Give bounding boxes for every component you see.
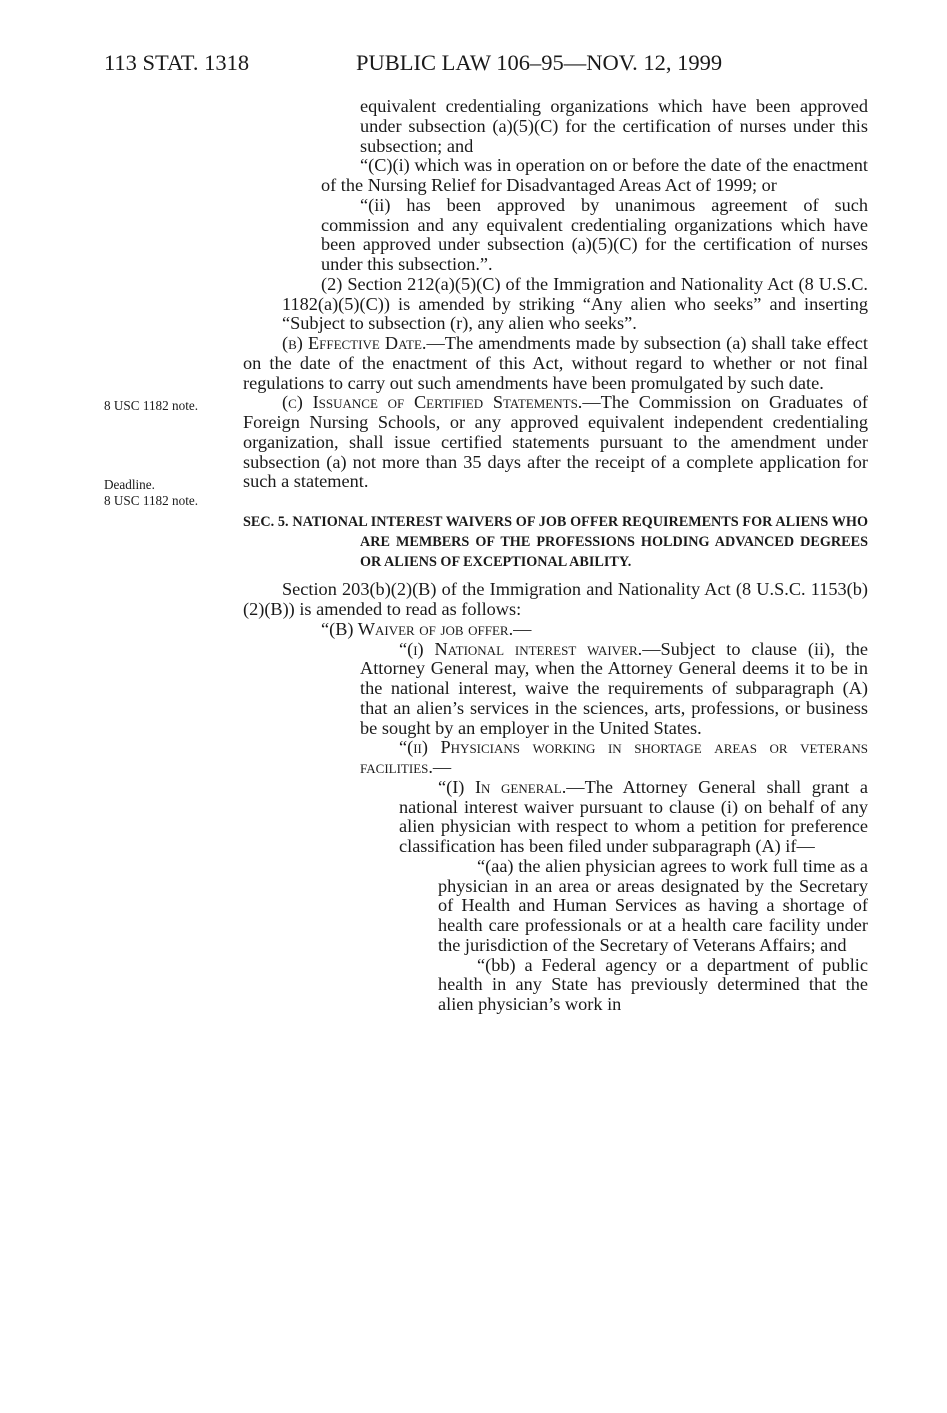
certified-statements-text: —The Commission on Graduates of Foreign Nursing Schools, or any approved equivalent independent credentialing organization, shall issue certified statements pursuant to the amendment under subsection (a) not more than 35 days after the receipt of a complete application for such a statement.: [243, 392, 869, 492]
effective-date-heading: (b) Effective Date.: [282, 333, 427, 353]
paragraph-clause-ii: “(ii) has been approved by unanimous agreement of such commission and any equivalent credentialing organizations which have been approved under subsection (a)(5)(C) for the certification of nurses under this subsection.”.: [321, 194, 868, 274]
paragraph-section-203-intro: Section 203(b)(2)(B) of the Immigration and Nationality Act (8 U.S.C. 1153(b)(2)(B)) is amended to read as follows:: [243, 579, 868, 619]
margin-note-deadline-label: Deadline.: [104, 477, 155, 492]
stat-page-number: 113 STAT. 1318: [104, 50, 250, 75]
in-general-heading: “(I) In general.: [438, 776, 567, 797]
national-interest-waiver-heading: “(i) National interest waiver.: [399, 638, 643, 659]
effective-date-text: —The amendments made by subsection (a) shall take effect on the date of the enactment of this Act, without regard to whether or not final regulations to carry out such amendments have been promulgated by such date.: [243, 333, 868, 393]
paragraph-clause-c-i: “(C)(i) which was in operation on or before the date of the enactment of the Nursing Relief for Disadvantaged Areas Act of 1999; or: [321, 155, 868, 195]
paragraph-section-212-amendment: (2) Section 212(a)(5)(C) of the Immigration and Nationality Act (8 U.S.C. 1182(a)(5)(C)) is amended by striking “Any alien who seeks” and inserting “Subject to subsection (r), any alien who seeks”.: [282, 273, 868, 334]
certified-statements-heading: (c) Issuance of Certified Statements.: [282, 392, 583, 413]
margin-note-usc: 8 USC 1182 note.: [104, 398, 199, 413]
national-interest-waiver-text: —Subject to clause (ii), the Attorney General may, when the Attorney General deems it to be in the national interest, waive the requirements of subparagraph (A) that an alien’s services in the sciences, arts, professions, or business be sought by an employer in the United States.: [360, 638, 868, 738]
paragraph-physicians-shortage-areas: “(ii) Physicians working in shortage areas or veterans facilities.—: [360, 737, 868, 777]
paragraph-waiver-of-job-offer: “(B) Waiver of job offer.—: [321, 618, 532, 639]
margin-note-deadline-usc: 8 USC 1182 note.: [104, 493, 199, 508]
paragraph-in-general: [243, 778, 868, 857]
page-body: [243, 97, 868, 1015]
in-general-text: —The Attorney General shall grant a national interest waiver pursuant to clause (i) on behalf of any alien physician with respect to whom a petition for preference classification has been filed under subparagraph (A) if—: [399, 776, 868, 856]
margin-note-deadline: [104, 477, 198, 509]
paragraph-national-interest-waiver: [243, 640, 868, 739]
paragraph-subclause-bb: “(bb) a Federal agency or a department of public health in any State has previously determined that the alien physician’s work in: [438, 954, 868, 1014]
section-5-heading: SEC. 5. NATIONAL INTEREST WAIVERS OF JOB OFFER REQUIREMENTS FOR ALIENS WHO ARE MEMBERS OF THE PROFESSIONS HOLDING ADVANCED DEGREES OR ALIENS OF EXCEPTIONAL ABILITY.: [243, 514, 868, 570]
paragraph-credentialing-continued: equivalent credentialing organizations which have been approved under subsection (a)(5)(C) for the certification of nurses under this subsection; and: [360, 96, 868, 156]
law-title: PUBLIC LAW 106–95—NOV. 12, 1999: [356, 50, 723, 75]
paragraph-subclause-aa: “(aa) the alien physician agrees to work full time as a physician in an area or areas designated by the Secretary of Health and Human Services as having a shortage of health care professionals or at a health care facility under the jurisdiction of the Secretary of Veterans Affairs; and: [438, 855, 868, 955]
paragraph-certified-statements: [243, 393, 868, 492]
paragraph-effective-date: [243, 334, 868, 393]
page-header: [104, 50, 723, 76]
